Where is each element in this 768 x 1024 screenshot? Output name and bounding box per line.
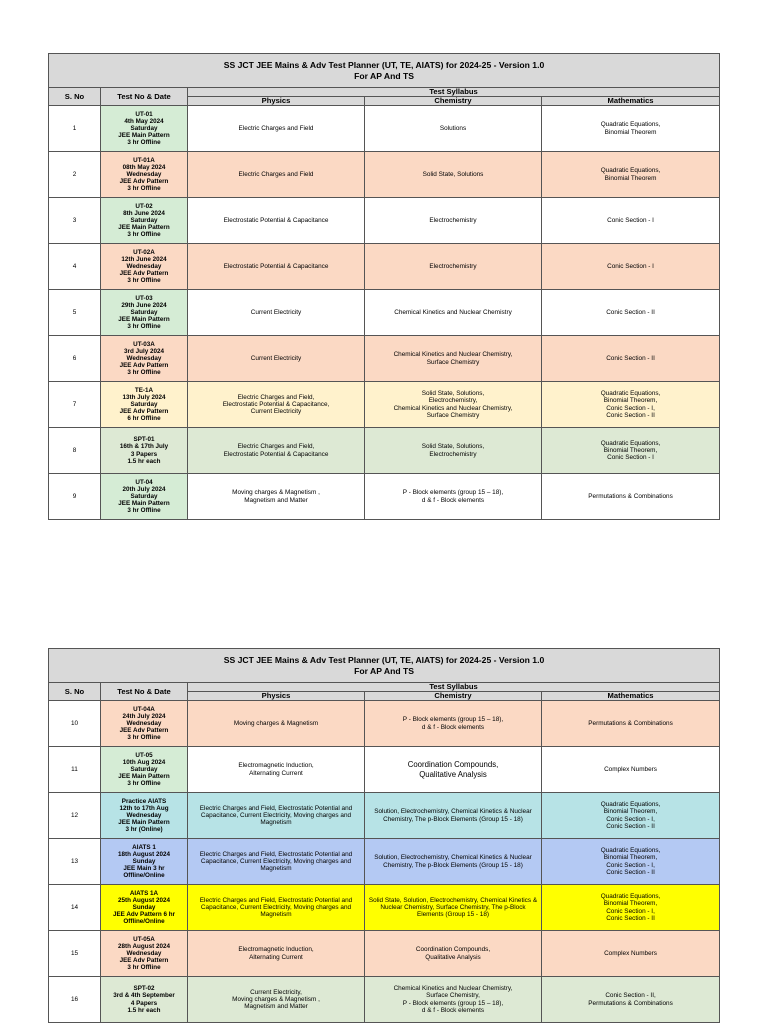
physics-cell: Current Electricity bbox=[188, 336, 365, 382]
test-cell: UT-04 20th July 2024 Saturday JEE Main Pattern 3 hr Offline bbox=[101, 474, 188, 520]
header-sno: S. No bbox=[49, 88, 101, 106]
test-cell: UT-03A 3rd July 2024 Wednesday JEE Adv Pattern 3 hr Offline bbox=[101, 336, 188, 382]
sno-cell: 14 bbox=[49, 885, 101, 931]
test-cell: UT-03 29th June 2024 Saturday JEE Main Pattern 3 hr Offline bbox=[101, 290, 188, 336]
test-cell: UT-04A 24th July 2024 Wednesday JEE Adv Pattern 3 hr Offline bbox=[101, 701, 188, 747]
table-row bbox=[49, 977, 720, 1023]
physics-cell: Electric Charges and Field, Electrostatic Potential & Capacitance, Current Electricity bbox=[188, 382, 365, 428]
physics-cell: Electric Charges and Field, Electrostatic Potential and Capacitance, Current Electricity, Moving charges and Magnetism bbox=[188, 885, 365, 931]
subtitle-text: For AP And TS bbox=[354, 665, 414, 676]
mathematics-cell: Quadratic Equations, Binomial Theorem, Conic Section - I, Conic Section - II bbox=[542, 839, 720, 885]
header-physics: Physics bbox=[188, 692, 365, 701]
sno-cell: 16 bbox=[49, 977, 101, 1023]
test-planner-table-2 bbox=[48, 648, 720, 1023]
chemistry-cell: P - Block elements (group 15 – 18), d & f - Block elements bbox=[365, 701, 542, 747]
chemistry-cell: Coordination Compounds, Qualitative Analysis bbox=[365, 931, 542, 977]
physics-cell: Electric Charges and Field bbox=[188, 106, 365, 152]
table-row bbox=[49, 839, 720, 885]
sno-cell: 12 bbox=[49, 793, 101, 839]
chemistry-cell: Solutions bbox=[365, 106, 542, 152]
header-mathematics: Mathematics bbox=[542, 97, 720, 106]
chemistry-cell: P - Block elements (group 15 – 18), d & f - Block elements bbox=[365, 474, 542, 520]
sno-cell: 15 bbox=[49, 931, 101, 977]
chemistry-cell: Solid State, Solutions, Electrochemistry, Chemical Kinetics and Nuclear Chemistry, Surface Chemistry bbox=[365, 382, 542, 428]
physics-cell: Electric Charges and Field, Electrostatic Potential and Capacitance, Current Electricity, Moving charges and Magnetism bbox=[188, 793, 365, 839]
mathematics-cell: Quadratic Equations, Binomial Theorem bbox=[542, 106, 720, 152]
physics-cell: Moving charges & Magnetism , Magnetism and Matter bbox=[188, 474, 365, 520]
mathematics-cell: Complex Numbers bbox=[542, 747, 720, 793]
test-cell: UT-05 10th Aug 2024 Saturday JEE Main Pattern 3 hr Offline bbox=[101, 747, 188, 793]
title-text: SS JCT JEE Mains & Adv Test Planner (UT, TE, AIATS) for 2024-25 - Version 1.0 bbox=[223, 59, 545, 70]
table-row bbox=[49, 428, 720, 474]
header-mathematics: Mathematics bbox=[542, 692, 720, 701]
table-row bbox=[49, 474, 720, 520]
sno-cell: 1 bbox=[49, 106, 101, 152]
sno-cell: 4 bbox=[49, 244, 101, 290]
sno-cell: 9 bbox=[49, 474, 101, 520]
test-cell: UT-01A 08th May 2024 Wednesday JEE Adv Pattern 3 hr Offline bbox=[101, 152, 188, 198]
mathematics-cell: Permutations & Combinations bbox=[542, 474, 720, 520]
header-chemistry: Chemistry bbox=[365, 692, 542, 701]
table-title bbox=[49, 649, 720, 683]
table-title bbox=[49, 54, 720, 88]
mathematics-cell: Permutations & Combinations bbox=[542, 701, 720, 747]
sno-cell: 8 bbox=[49, 428, 101, 474]
physics-cell: Current Electricity bbox=[188, 290, 365, 336]
test-cell: UT-02A 12th June 2024 Wednesday JEE Adv Pattern 3 hr Offline bbox=[101, 244, 188, 290]
chemistry-cell: Chemical Kinetics and Nuclear Chemistry bbox=[365, 290, 542, 336]
physics-cell: Electrostatic Potential & Capacitance bbox=[188, 198, 365, 244]
mathematics-cell: Quadratic Equations, Binomial Theorem, Conic Section - I, Conic Section - II bbox=[542, 885, 720, 931]
sno-cell: 6 bbox=[49, 336, 101, 382]
test-planner-table-1 bbox=[48, 53, 720, 520]
test-cell: UT-01 4th May 2024 Saturday JEE Main Pattern 3 hr Offline bbox=[101, 106, 188, 152]
sno-cell: 10 bbox=[49, 701, 101, 747]
table-row bbox=[49, 244, 720, 290]
physics-cell: Moving charges & Magnetism bbox=[188, 701, 365, 747]
mathematics-cell: Quadratic Equations, Binomial Theorem, Conic Section - I, Conic Section - II bbox=[542, 382, 720, 428]
chemistry-cell: Solid State, Solution, Electrochemistry, Chemical Kinetics & Nuclear Chemistry, Surface Chemistry, The p-Block Elements (Group 15 - 18) bbox=[365, 885, 542, 931]
header-physics: Physics bbox=[188, 97, 365, 106]
table-row bbox=[49, 336, 720, 382]
test-cell: AIATS 1 18th August 2024 Sunday JEE Main 3 hr Offline/Online bbox=[101, 839, 188, 885]
chemistry-cell: Solid State, Solutions bbox=[365, 152, 542, 198]
test-cell: UT-05A 28th August 2024 Wednesday JEE Adv Pattern 3 hr Offline bbox=[101, 931, 188, 977]
chemistry-cell: Solution, Electrochemistry, Chemical Kinetics & Nuclear Chemistry, The p-Block Elements (Group 15 - 18) bbox=[365, 793, 542, 839]
physics-cell: Electric Charges and Field bbox=[188, 152, 365, 198]
test-cell: Practice AIATS 12th to 17th Aug Wednesday JEE Main Pattern 3 hr (Online) bbox=[101, 793, 188, 839]
sno-cell: 7 bbox=[49, 382, 101, 428]
physics-cell: Current Electricity, Moving charges & Magnetism , Magnetism and Matter bbox=[188, 977, 365, 1023]
subtitle-text: For AP And TS bbox=[354, 70, 414, 81]
mathematics-cell: Quadratic Equations, Binomial Theorem, Conic Section - I, Conic Section - II bbox=[542, 793, 720, 839]
physics-cell: Electromagnetic Induction, Alternating Current bbox=[188, 747, 365, 793]
table-row bbox=[49, 931, 720, 977]
header-syllabus: Test Syllabus bbox=[188, 88, 720, 97]
table-row bbox=[49, 152, 720, 198]
chemistry-cell: Solution, Electrochemistry, Chemical Kinetics & Nuclear Chemistry, The p-Block Elements (Group 15 - 18) bbox=[365, 839, 542, 885]
test-cell: SPT-01 16th & 17th July 3 Papers 1.5 hr each bbox=[101, 428, 188, 474]
mathematics-cell: Conic Section - II bbox=[542, 290, 720, 336]
table-row bbox=[49, 198, 720, 244]
table-row bbox=[49, 885, 720, 931]
mathematics-cell: Conic Section - II, Permutations & Combinations bbox=[542, 977, 720, 1023]
chemistry-cell: Electrochemistry bbox=[365, 198, 542, 244]
sno-cell: 5 bbox=[49, 290, 101, 336]
header-syllabus: Test Syllabus bbox=[188, 683, 720, 692]
table-row bbox=[49, 290, 720, 336]
test-cell: AIATS 1A 25th August 2024 Sunday JEE Adv Pattern 6 hr Offline/Online bbox=[101, 885, 188, 931]
sno-cell: 2 bbox=[49, 152, 101, 198]
physics-cell: Electromagnetic Induction, Alternating Current bbox=[188, 931, 365, 977]
mathematics-cell: Conic Section - II bbox=[542, 336, 720, 382]
header-test: Test No & Date bbox=[101, 88, 188, 106]
mathematics-cell: Conic Section - I bbox=[542, 198, 720, 244]
sno-cell: 13 bbox=[49, 839, 101, 885]
table-row bbox=[49, 701, 720, 747]
header-chemistry: Chemistry bbox=[365, 97, 542, 106]
test-cell: UT-02 8th June 2024 Saturday JEE Main Pattern 3 hr Offline bbox=[101, 198, 188, 244]
chemistry-cell: Chemical Kinetics and Nuclear Chemistry, Surface Chemistry bbox=[365, 336, 542, 382]
mathematics-cell: Quadratic Equations, Binomial Theorem, Conic Section - I bbox=[542, 428, 720, 474]
chemistry-cell: Electrochemistry bbox=[365, 244, 542, 290]
mathematics-cell: Complex Numbers bbox=[542, 931, 720, 977]
sno-cell: 11 bbox=[49, 747, 101, 793]
chemistry-cell: Solid State, Solutions, Electrochemistry bbox=[365, 428, 542, 474]
physics-cell: Electric Charges and Field, Electrostatic Potential & Capacitance bbox=[188, 428, 365, 474]
sno-cell: 3 bbox=[49, 198, 101, 244]
test-cell: SPT-02 3rd & 4th September 4 Papers 1.5 hr each bbox=[101, 977, 188, 1023]
table-row bbox=[49, 793, 720, 839]
physics-cell: Electrostatic Potential & Capacitance bbox=[188, 244, 365, 290]
chemistry-cell: Chemical Kinetics and Nuclear Chemistry, Surface Chemistry, P - Block elements (group 15 – 18), d & f - Block elements bbox=[365, 977, 542, 1023]
test-cell: TE-1A 13th July 2024 Saturday JEE Adv Pattern 6 hr Offline bbox=[101, 382, 188, 428]
header-test: Test No & Date bbox=[101, 683, 188, 701]
title-text: SS JCT JEE Mains & Adv Test Planner (UT, TE, AIATS) for 2024-25 - Version 1.0 bbox=[223, 654, 545, 665]
table-row bbox=[49, 106, 720, 152]
table-row bbox=[49, 382, 720, 428]
chemistry-cell: Coordination Compounds, Qualitative Analysis bbox=[365, 747, 542, 793]
header-sno: S. No bbox=[49, 683, 101, 701]
table-row bbox=[49, 747, 720, 793]
physics-cell: Electric Charges and Field, Electrostatic Potential and Capacitance, Current Electricity, Moving charges and Magnetism bbox=[188, 839, 365, 885]
mathematics-cell: Conic Section - I bbox=[542, 244, 720, 290]
mathematics-cell: Quadratic Equations, Binomial Theorem bbox=[542, 152, 720, 198]
